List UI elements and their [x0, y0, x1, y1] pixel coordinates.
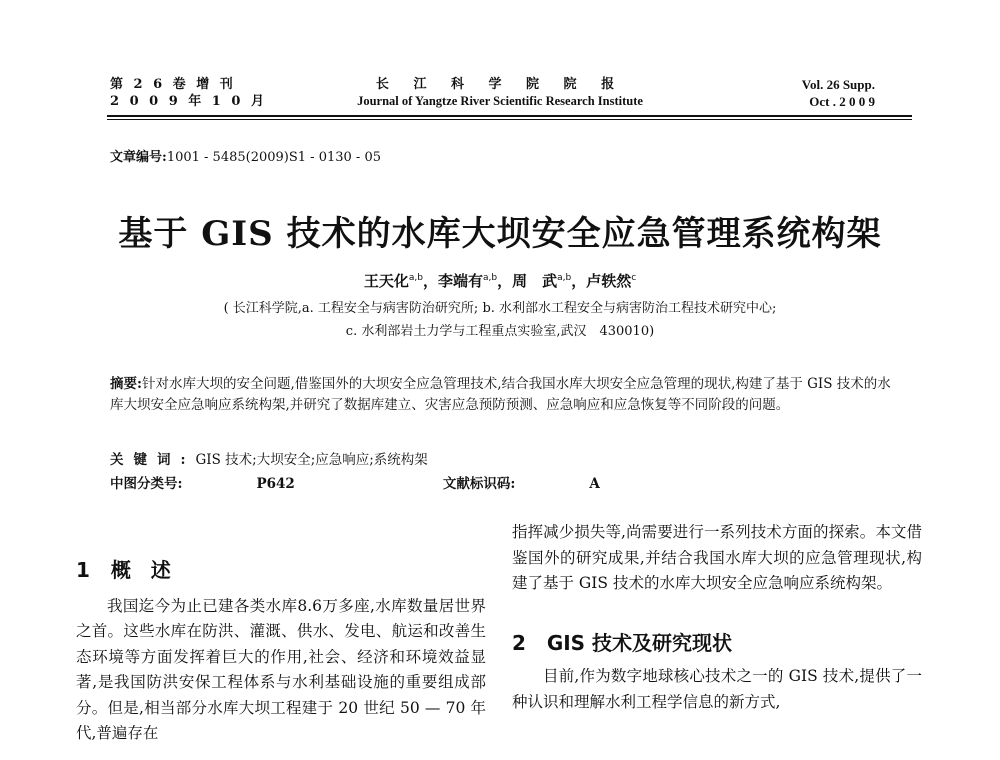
- section-1-heading: [76, 558, 486, 584]
- clc-code: [110, 476, 369, 492]
- author-name: 王天化: [363, 272, 409, 290]
- affiliation-line: ( 长江科学院,a. 工程安全与病害防治研究所; b. 水利部水工程安全与病害防治工程技术研究中心;: [223, 301, 777, 316]
- author-name: 李端有: [437, 272, 483, 290]
- article-number: [110, 146, 381, 165]
- right-column: [512, 520, 922, 715]
- left-column: [76, 558, 486, 747]
- section-1-title: 概 述: [110, 558, 171, 582]
- keywords-text: GIS 技术;大坝安全;应急响应;系统构架: [195, 452, 428, 468]
- author-separator: ，: [571, 272, 587, 290]
- author-separator: ，: [497, 272, 513, 290]
- article-number-label: 文章编号:: [110, 150, 167, 165]
- abstract: [110, 374, 900, 416]
- author-affil-mark: a,b: [482, 273, 498, 283]
- header-rule-thick: [107, 115, 912, 117]
- clc-label: 中图分类号:: [110, 476, 183, 492]
- clc-value: P642: [256, 476, 295, 492]
- author-separator: ，: [422, 272, 438, 290]
- abstract-label: 摘要:: [110, 376, 142, 392]
- journal-name-en: Journal of Yangtze River Scientific Research Institute: [357, 94, 643, 108]
- author-list: [0, 270, 1000, 291]
- paper-title: 基于 GIS 技术的水库大坝安全应急管理系统构架: [118, 214, 882, 254]
- right-continuation-paragraph: 指挥减少损失等,尚需要进行一系列技术方面的探索。本文借鉴国外的研究成果,并结合我国水库大坝的应急管理现状,构建了基于 GIS 技术的水库大坝安全应急响应系统构架。: [512, 523, 922, 592]
- author-affil-mark: a,b: [557, 273, 572, 283]
- author-name: 卢轶然: [586, 272, 632, 290]
- section-2-heading: [512, 631, 922, 657]
- date-line: 2 0 0 9 年 1 0 月: [110, 94, 267, 109]
- journal-name-cn: 长 江 科 学 院 院 报: [375, 77, 625, 92]
- journal-volume-en: [802, 76, 875, 110]
- section-2-paragraph: 目前,作为数字地球核心技术之一的 GIS 技术,提供了一种认识和理解水利工程学信息的新方式,: [512, 667, 922, 711]
- classification-line: [110, 472, 748, 492]
- doc-code: [443, 476, 674, 492]
- journal-volume-info: [110, 76, 267, 110]
- abstract-text: 针对水库大坝的安全问题,借鉴国外的大坝安全应急管理技术,结合我国水库大坝安全应急管理的现状,构建了基于 GIS 技术的水库大坝安全应急响应系统构架,并研究了数据库建立、灾害应急预防预测、应急响应和应急恢复等不同阶段的问题。: [110, 376, 891, 413]
- date-en-line: Oct . 2 0 0 9: [809, 94, 875, 109]
- section-1-number: 1: [76, 558, 90, 582]
- affiliation-line: c. 水利部岩土力学与工程重点实验室,武汉 430010): [345, 324, 655, 339]
- article-number-value: 1001 - 5485(2009)S1 - 0130 - 05: [166, 150, 381, 165]
- header-rule-thin: [107, 119, 912, 120]
- volume-en-line: Vol. 26 Supp.: [801, 77, 875, 92]
- doc-label: 文献标识码:: [442, 476, 516, 492]
- keywords-label: 关键词:: [110, 452, 196, 468]
- author-affil-mark: a,b: [408, 273, 423, 283]
- section-2-title: GIS 技术及研究现状: [546, 630, 733, 655]
- author-affil-mark: c: [631, 273, 637, 283]
- section-1-paragraph: 我国迄今为止已建各类水库8.6万多座,水库数量居世界之首。这些水库在防洪、灌溉、供水、发电、航运和改善生态环境等方面发挥着巨大的作用,社会、经济和环境效益显著,是我国防洪安保工程体系与水利基础设施的重要组成部分。但是,相当部分水库大坝工程建于 20 世纪 50 — 70 年代,普遍存在: [76, 596, 486, 742]
- journal-name: [300, 76, 700, 110]
- author-name: 周 武: [512, 272, 558, 290]
- keywords: [110, 448, 428, 468]
- volume-line: 第 2 6 卷 增 刊: [110, 77, 236, 92]
- section-2-number: 2: [512, 630, 526, 655]
- doc-value: A: [589, 476, 600, 492]
